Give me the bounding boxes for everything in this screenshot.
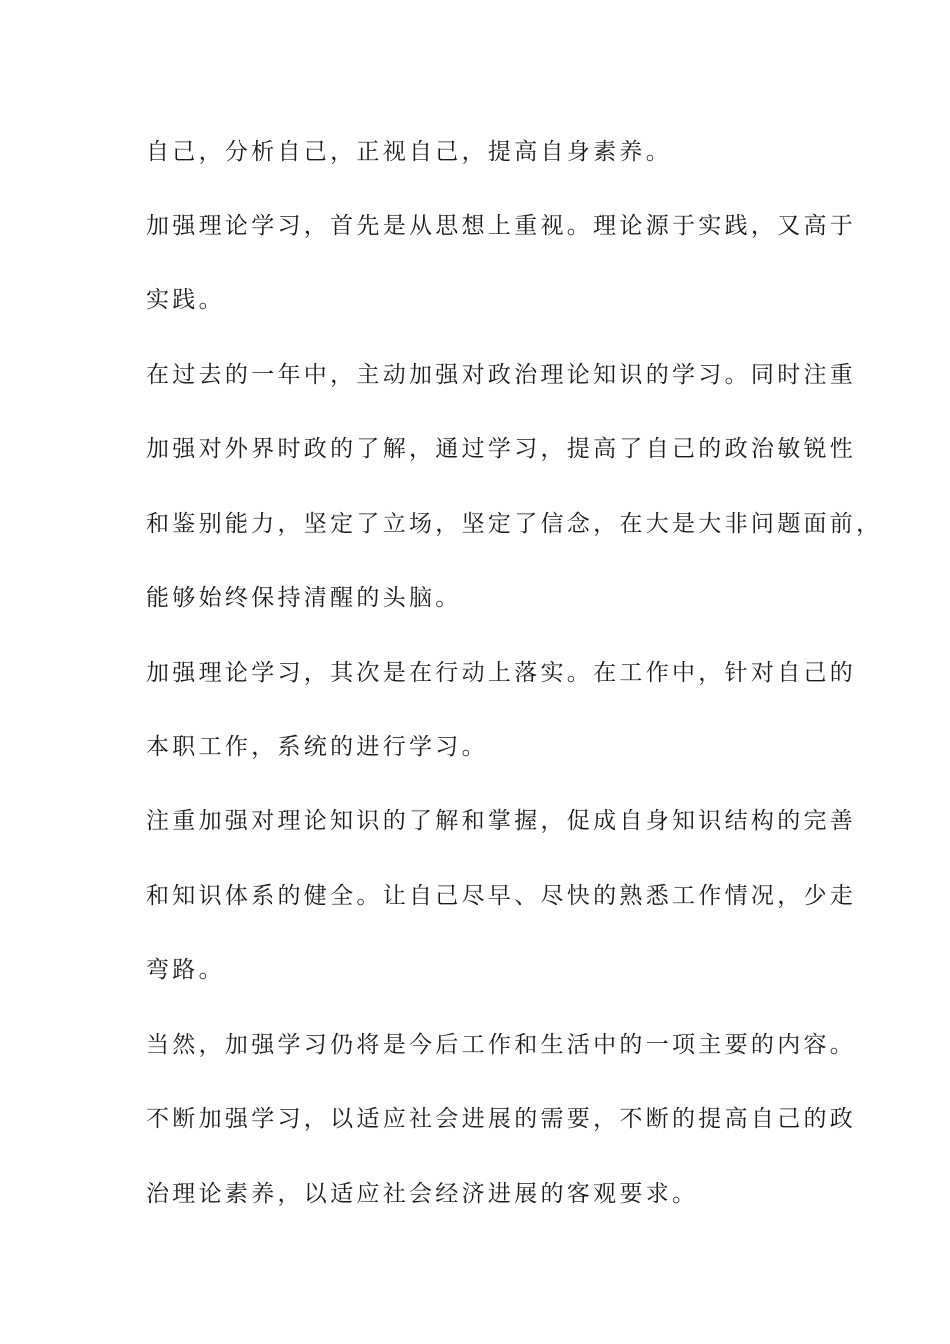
- text-line: 不断加强学习，以适应社会进展的需要，不断的提高自己的政: [146, 1106, 857, 1132]
- text-line: 在过去的一年中，主动加强对政治理论知识的学习。同时注重: [146, 362, 857, 388]
- text-line: 加强理论学习，首先是从思想上重视。理论源于实践，又高于: [146, 213, 857, 239]
- text-line: 本职工作，系统的进行学习。: [146, 734, 488, 760]
- text-line: 加强理论学习，其次是在行动上落实。在工作中，针对自己的: [146, 660, 857, 686]
- text-line: 注重加强对理论知识的了解和掌握，促成自身知识结构的完善: [146, 808, 857, 834]
- text-line: 弯路。: [146, 957, 225, 983]
- text-line: 治理论素养，以适应社会经济进展的客观要求。: [146, 1181, 699, 1207]
- text-line: 和鉴别能力，坚定了立场，坚定了信念，在大是大非问题面前，: [146, 511, 883, 537]
- text-line: 和知识体系的健全。让自己尽早、尽快的熟悉工作情况，少走: [146, 883, 857, 909]
- text-line: 当然，加强学习仍将是今后工作和生活中的一项主要的内容。: [146, 1032, 857, 1058]
- text-line: 能够始终保持清醒的头脑。: [146, 585, 462, 611]
- text-line: 加强对外界时政的了解，通过学习，提高了自己的政治敏锐性: [146, 436, 857, 462]
- text-line: 实践。: [146, 287, 225, 313]
- text-line: 自己，分析自己，正视自己，提高自身素养。: [146, 139, 672, 165]
